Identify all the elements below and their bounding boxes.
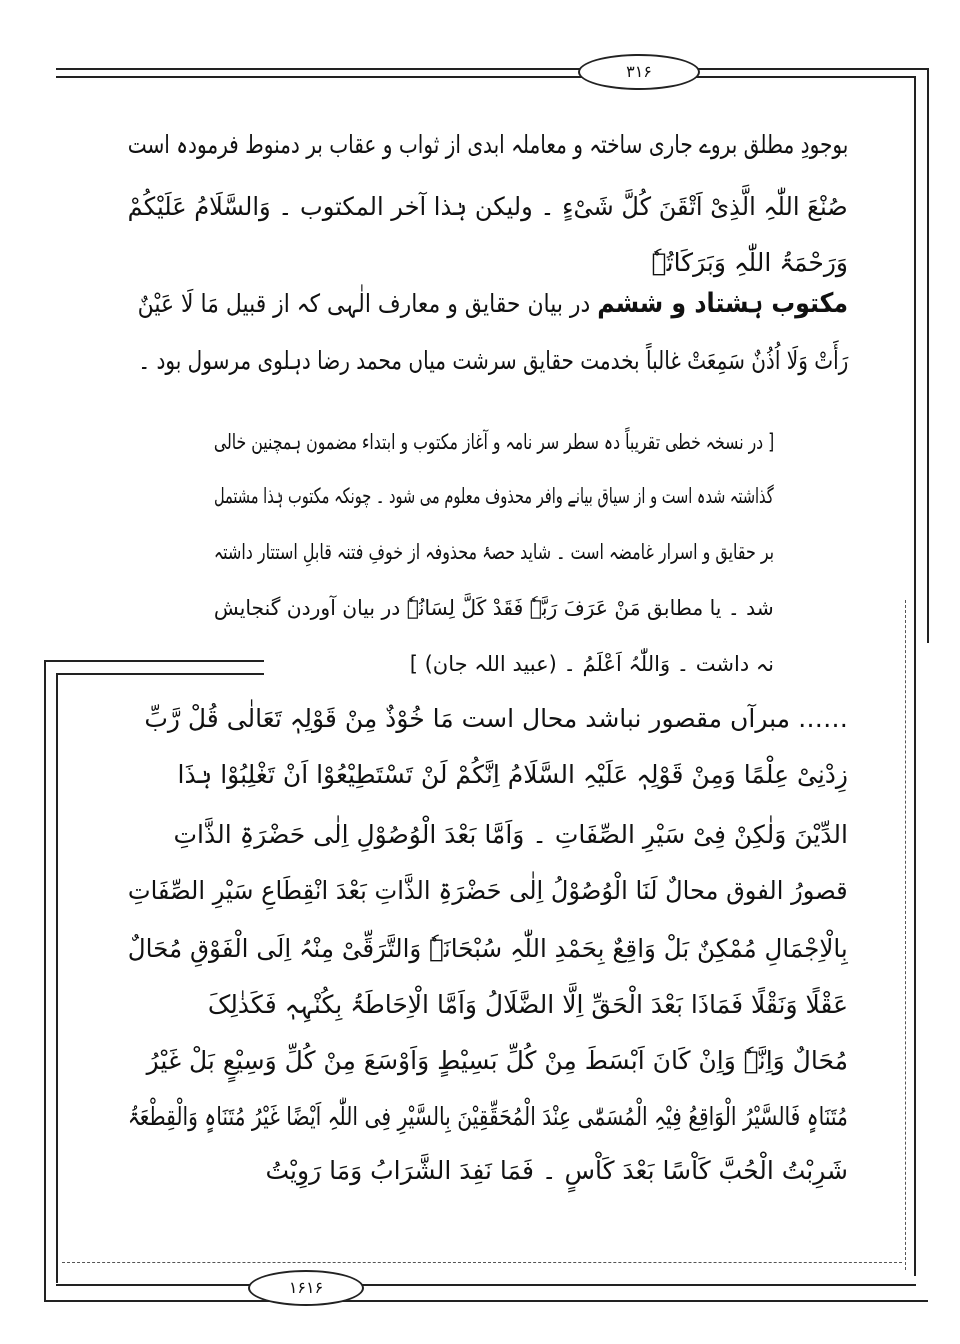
letter-title: مکتوب ہشتاد و ششم — [597, 288, 848, 319]
text-line: مُحَالٌ وَاِنَّہٗ وَاِنْ کَانَ اَبْسَطَ مِنْ کُلِّ بَسِیْطٍ وَاَوْسَعَ مِنْ کُلِّ وَسِیْعٍ بَلْ غَیْرُ — [146, 1046, 848, 1075]
text-line: مُتَنَاہٍ فَالسَّیْرُ الْوَاقِعُ فِیْہِ الْمُسَمّٰی عِنْدَ الْمُحَقِّقِیْنَ بِالسَّیْرِ فِی اللّٰہِ اَیْضًا غَیْرُ مُتَنَاہٍ وَالْقِطْعَۃُ — [127, 1102, 848, 1131]
text-line: بِالْاِجْمَالِ مُمْکِنٌ بَلْ وَاقِعٌ بِحَمْدِ اللّٰہِ سُبْحَانَہٗ وَالتَّرَقِّیْ مِنْہُ اِلَی الْفَوْقِ مُحَالٌ — [127, 934, 848, 963]
dashed-rule-right — [905, 600, 906, 1270]
text-line: …… مبرآں مقصور نباشد محال است مَا خُوْذٌ مِنْ قَوْلِہٖ تَعَالٰی قُلْ رَّبِّ — [144, 704, 848, 733]
text-line: وَرَحْمَۃُ اللّٰہِ وَبَرَکَاتُہٗ — [651, 248, 848, 277]
frame-left-inner-line — [56, 673, 58, 1283]
text-line: عَقْلًا وَنَقْلًا فَمَاذَا بَعْدَ الْحَقِّ اِلَّا الضَّلَالُ وَاَمَّا الْاِحَاطَۃُ بِکُنْہِہٖ فَکَذٰلِکَ — [207, 990, 848, 1019]
frame-left-outer-line — [44, 660, 46, 1302]
frame-top-inner-line — [56, 76, 916, 78]
page-number-top: ۳۱۶ — [578, 54, 700, 90]
text-line: بوجودِ مطلق بروے جاری ساختہ و معاملہ ابدی از ثواب و عقاب بر دمنوط فرمودہ است — [127, 130, 848, 159]
text-line: شَرِبْتُ الْحُبَّ کَاْسًا بَعْدَ کَاْسٍ ۔ فَمَا نَفِدَ الشَّرَابُ وَمَا رَوِیْتُ — [265, 1156, 848, 1185]
note-line: شد ۔ یا مطابق مَنْ عَرَفَ رَبَّہٗ فَقَدْ کَلَّ لِسَانُہٗ در بیان آوردن گنجایش — [214, 596, 774, 620]
frame-bottom-outer-line — [44, 1300, 928, 1302]
frame-right-outer-line — [927, 68, 929, 643]
heading-line: رَأَتْ وَلَا اُذُنٌ سَمِعَتْ غالباً بخدمت حقایق سرشت میاں محمد رضا دہلوی مرسول بود ۔ — [138, 346, 848, 375]
text-line: الدِّیْنَ وَلٰکِنْ فِیْ سَیْرِ الصِّفَاتِ ۔ وَاَمَّا بَعْدَ الْوُصُوْلِ اِلٰی حَضْرَۃِ الذَّاتِ — [173, 820, 848, 849]
frame-top-outer-line — [56, 68, 929, 70]
dashed-rule-bottom — [62, 1262, 902, 1263]
frame-mid-inner-line — [56, 673, 264, 675]
note-line: نہ داشت ۔ وَاللّٰہُ اَعْلَمُ ۔ (عبید اللہ جان) ] — [409, 652, 774, 676]
heading-line — [138, 288, 848, 319]
text-line: زِدْنِیْ عِلْمًا وَمِنْ قَوْلِہٖ عَلَیْہِ السَّلَامُ اِنَّکُمْ لَنْ تَسْتَطِیْعُوْا اَنْ تَغْلِبُوْا ہٰذَا — [177, 760, 848, 789]
frame-mid-outer-line — [44, 660, 264, 662]
text-line: قصورُ الفوق محالٌ لَنَا الْوُصُوْلُ اِلٰی حَضْرَۃِ الذَّاتِ بَعْدَ انْقِطَاعِ سَیْرِ الصِّفَاتِ — [128, 876, 848, 905]
frame-bottom-inner-line — [56, 1284, 916, 1286]
note-line: بر حقایق و اسرار غامضہ است ۔ شاید حصۂ محذوفہ از خوفِ فتنہ قابلِ استتار داشتہ — [213, 540, 774, 564]
page-number-bottom: ۱۶۱۶ — [248, 1270, 364, 1306]
note-line: گذاشتہ شدہ است و از سیاق بیانے وافر محذوف معلوم می شود ۔ چونکہ مکتوب ہٰذا مشتمل — [214, 484, 774, 508]
frame-right-inner-line — [914, 76, 916, 1276]
note-line: [ در نسخہ خطی تقریباً دہ سطر سر نامہ و آغاز مکتوب و ابتداء مضمون ہمچنین خالی — [213, 430, 774, 454]
text-line: صُنْعَ اللّٰہِ الَّذِیْ اَتْقَنَ کُلَّ شَیْءٍ ۔ ولیکن ہٰذا آخر المکتوب ۔ وَالسَّلَامُ عَلَیْکُمْ — [127, 192, 848, 221]
heading-line-rest: در بیان حقایق و معارف الٰہی کہ از قبیل مَا لَا عَیْنٌ — [137, 289, 591, 318]
